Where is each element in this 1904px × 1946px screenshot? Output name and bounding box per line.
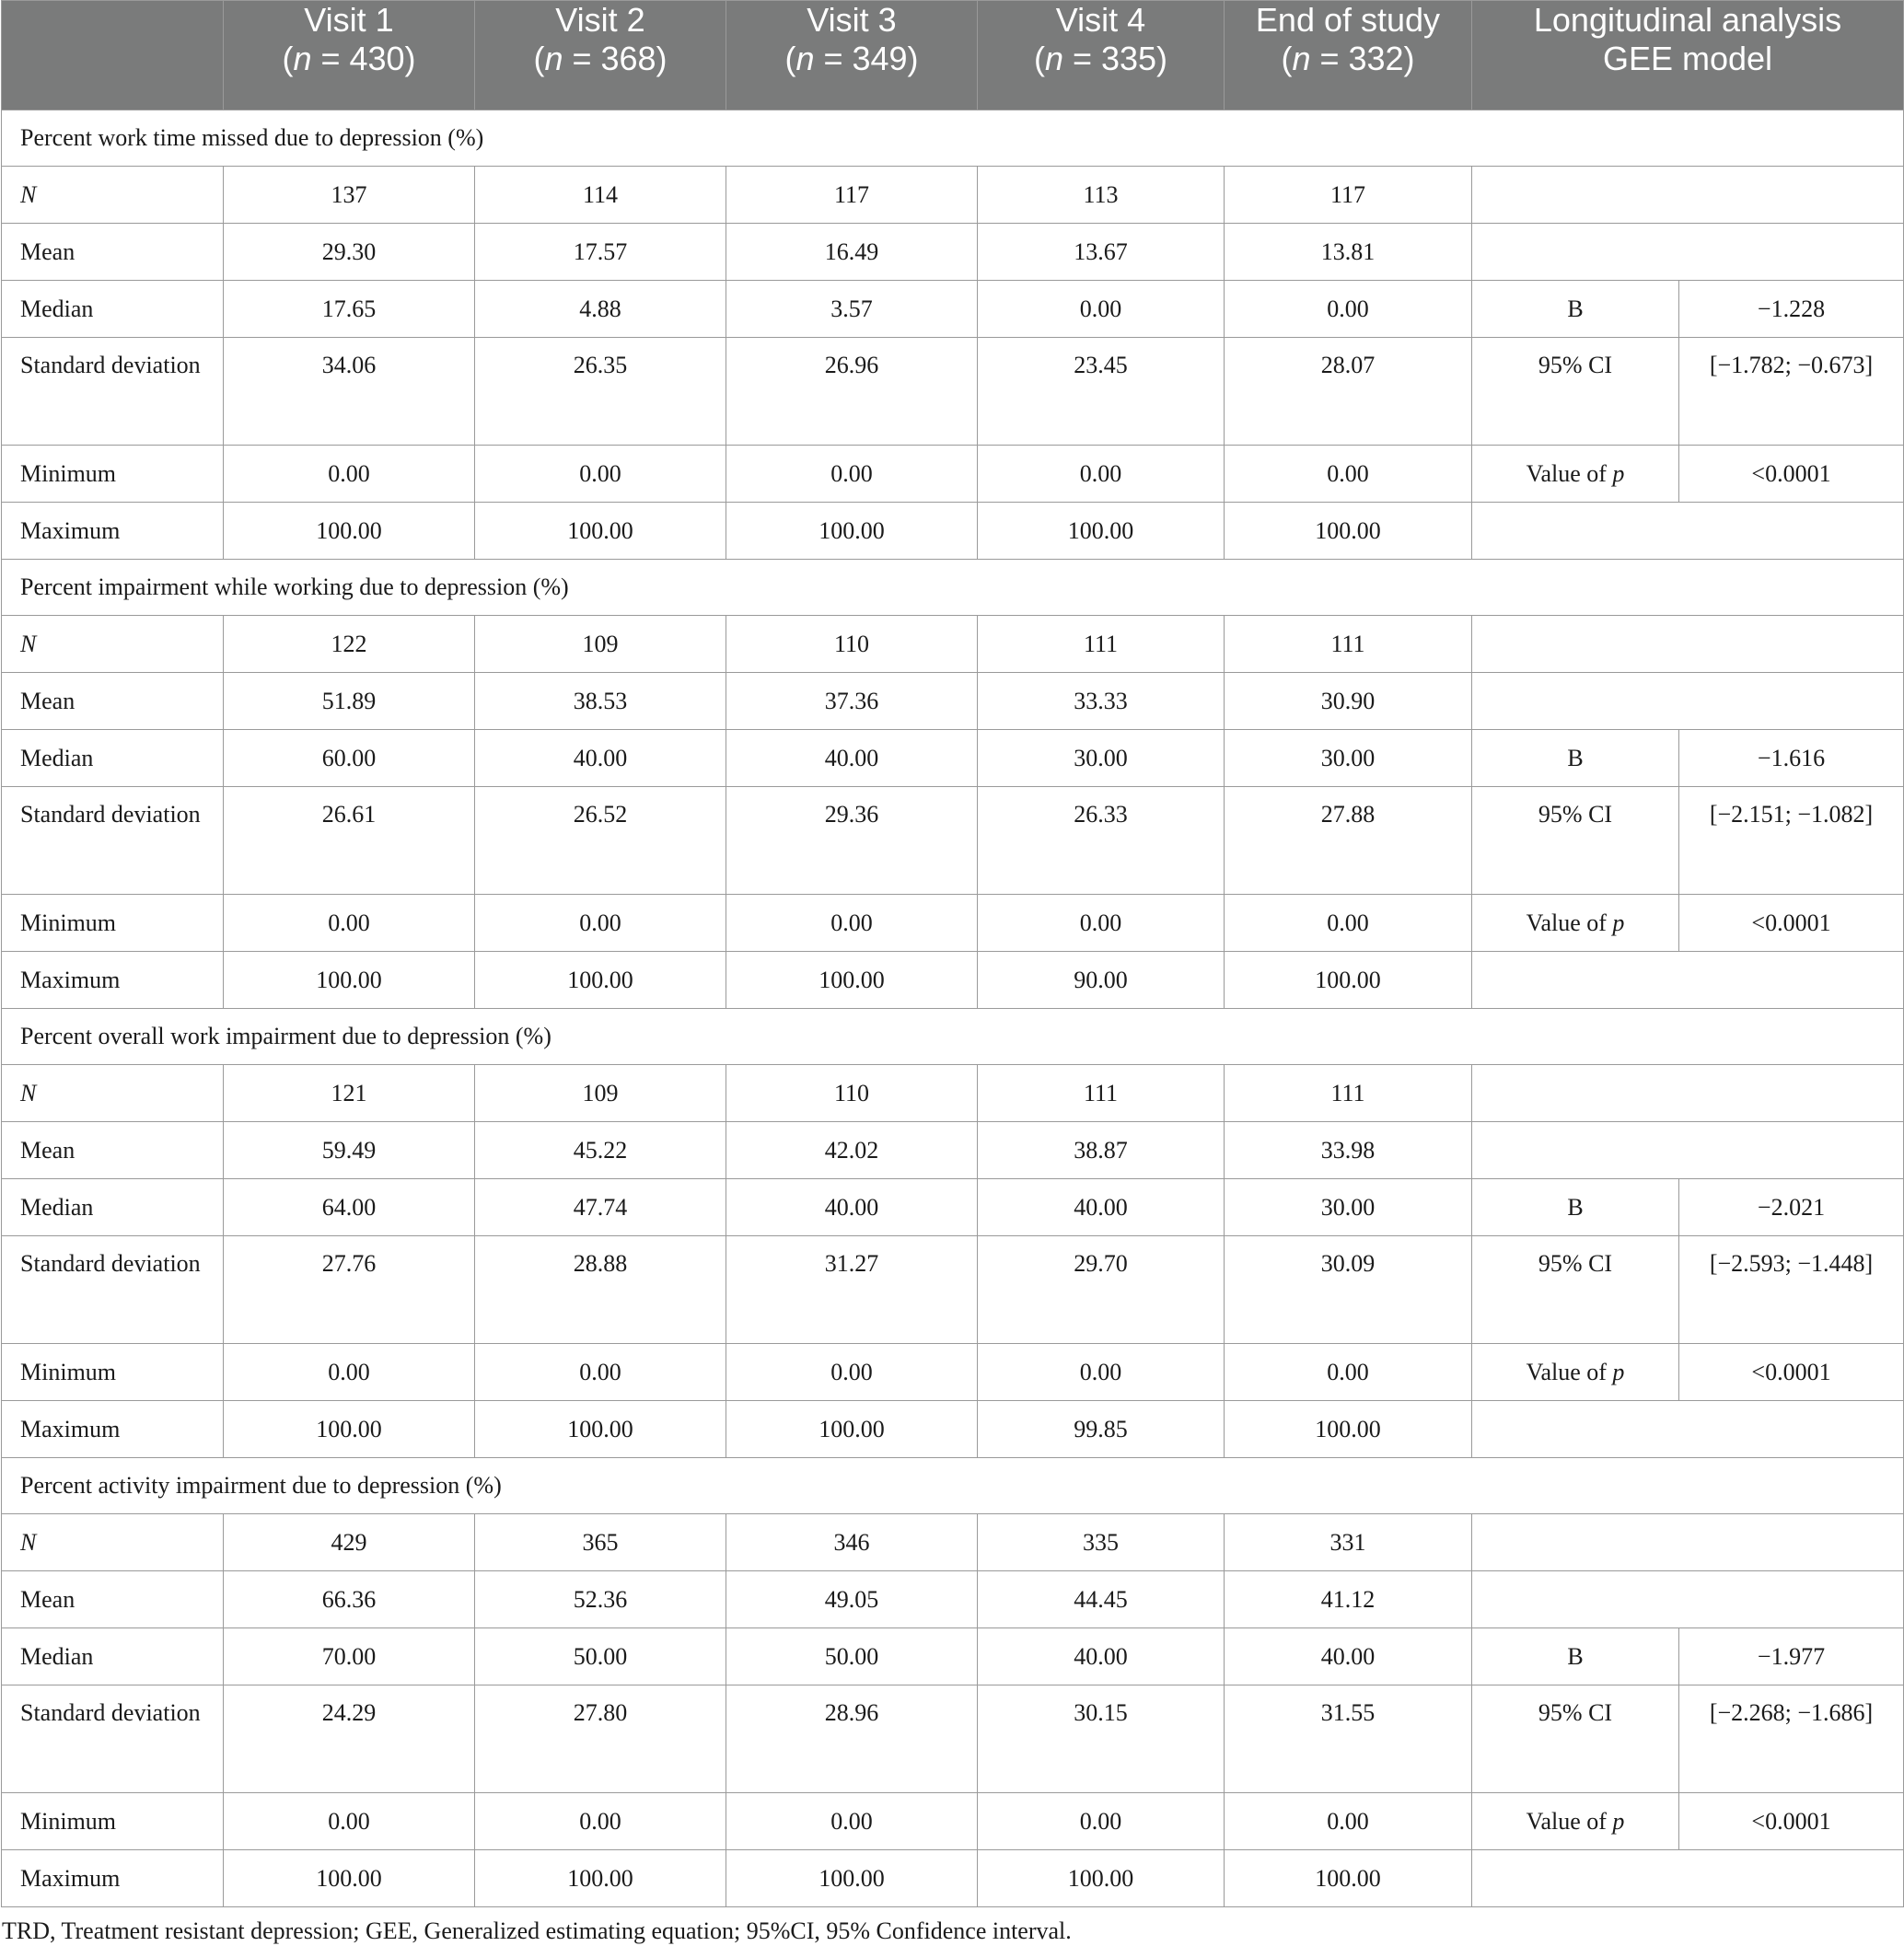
gee-b-value: −2.021	[1679, 1179, 1904, 1236]
table-row	[2, 1514, 1904, 1571]
row-label: Standard deviation	[2, 1236, 224, 1344]
table-cell: 122	[224, 616, 475, 673]
table-cell: 100.00	[1225, 1401, 1472, 1458]
table-cell: 66.36	[224, 1571, 475, 1628]
table-row	[2, 1344, 1904, 1401]
header-visit-1: Visit 1 (n = 430)	[224, 1, 475, 110]
table-row	[2, 503, 1904, 560]
table-cell: 100.00	[1225, 503, 1472, 560]
table-cell: 100.00	[978, 1850, 1225, 1907]
table-cell: 30.00	[978, 730, 1225, 787]
table-cell: 23.45	[978, 338, 1225, 446]
table-row	[2, 167, 1904, 224]
table-cell: 100.00	[726, 1401, 978, 1458]
table-cell: 64.00	[224, 1179, 475, 1236]
table-cell: 44.45	[978, 1571, 1225, 1628]
gee-b-label: B	[1472, 1628, 1679, 1685]
table-cell: 30.09	[1225, 1236, 1472, 1344]
table-cell: 117	[1225, 167, 1472, 224]
table-cell: 26.52	[475, 787, 726, 895]
table-cell: 110	[726, 1065, 978, 1122]
gee-b-label: B	[1472, 1179, 1679, 1236]
table-cell: 40.00	[475, 730, 726, 787]
table-cell: 31.55	[1225, 1685, 1472, 1793]
section-header	[2, 1009, 1904, 1065]
table-cell: 40.00	[726, 730, 978, 787]
section-title: Percent activity impairment due to depression (%)	[2, 1458, 1904, 1514]
table-row	[2, 1401, 1904, 1458]
table-cell: 16.49	[726, 224, 978, 281]
table-row	[2, 1236, 1904, 1344]
table-row	[2, 673, 1904, 730]
gee-empty-cell	[1472, 1065, 1904, 1122]
table-cell: 38.53	[475, 673, 726, 730]
table-cell: 70.00	[224, 1628, 475, 1685]
table-cell: 0.00	[475, 1793, 726, 1850]
gee-ci-value: [−2.593; −1.448]	[1679, 1236, 1904, 1344]
gee-b-label: B	[1472, 281, 1679, 338]
table-cell: 100.00	[475, 503, 726, 560]
table-cell: 100.00	[475, 1850, 726, 1907]
table-cell: 100.00	[726, 1850, 978, 1907]
table-cell: 0.00	[1225, 446, 1472, 503]
row-label: Median	[2, 1179, 224, 1236]
row-label: Maximum	[2, 952, 224, 1009]
table-cell: 100.00	[224, 952, 475, 1009]
table-cell: 100.00	[1225, 1850, 1472, 1907]
table-cell: 110	[726, 616, 978, 673]
row-label: Minimum	[2, 1344, 224, 1401]
table-cell: 47.74	[475, 1179, 726, 1236]
table-row	[2, 338, 1904, 446]
table-cell: 0.00	[1225, 1793, 1472, 1850]
table-header	[2, 1, 1904, 110]
table-cell: 28.07	[1225, 338, 1472, 446]
table-cell: 26.96	[726, 338, 978, 446]
gee-ci-label: 95% CI	[1472, 787, 1679, 895]
gee-p-label: Value of p	[1472, 895, 1679, 952]
row-label: Standard deviation	[2, 338, 224, 446]
gee-b-value: −1.977	[1679, 1628, 1904, 1685]
table-cell: 90.00	[978, 952, 1225, 1009]
table-cell: 121	[224, 1065, 475, 1122]
table-cell: 31.27	[726, 1236, 978, 1344]
table-row	[2, 895, 1904, 952]
section-header	[2, 110, 1904, 167]
gee-b-value: −1.616	[1679, 730, 1904, 787]
table-cell: 0.00	[475, 1344, 726, 1401]
row-label: Median	[2, 281, 224, 338]
table-cell: 38.87	[978, 1122, 1225, 1179]
table-row	[2, 1793, 1904, 1850]
table-cell: 50.00	[726, 1628, 978, 1685]
table-cell: 26.33	[978, 787, 1225, 895]
gee-empty-cell	[1472, 952, 1904, 1009]
row-label: Mean	[2, 1122, 224, 1179]
header-end-of-study: End of study (n = 332)	[1225, 1, 1472, 110]
table-row	[2, 1065, 1904, 1122]
table-cell: 50.00	[475, 1628, 726, 1685]
row-label: N	[2, 167, 224, 224]
table-cell: 49.05	[726, 1571, 978, 1628]
gee-ci-label: 95% CI	[1472, 338, 1679, 446]
table-cell: 0.00	[1225, 895, 1472, 952]
gee-empty-cell	[1472, 1122, 1904, 1179]
gee-b-label: B	[1472, 730, 1679, 787]
table-row	[2, 1122, 1904, 1179]
table-cell: 100.00	[475, 1401, 726, 1458]
table-cell: 0.00	[1225, 1344, 1472, 1401]
table-cell: 99.85	[978, 1401, 1225, 1458]
gee-ci-label: 95% CI	[1472, 1236, 1679, 1344]
row-label: Maximum	[2, 503, 224, 560]
table-cell: 40.00	[978, 1179, 1225, 1236]
table-cell: 33.33	[978, 673, 1225, 730]
table-cell: 33.98	[1225, 1122, 1472, 1179]
table-cell: 30.90	[1225, 673, 1472, 730]
table-cell: 45.22	[475, 1122, 726, 1179]
table-cell: 346	[726, 1514, 978, 1571]
table-cell: 0.00	[224, 1793, 475, 1850]
gee-p-label: Value of p	[1472, 1344, 1679, 1401]
table-cell: 137	[224, 167, 475, 224]
table-row	[2, 1850, 1904, 1907]
table-row	[2, 1571, 1904, 1628]
table-cell: 335	[978, 1514, 1225, 1571]
table-cell: 429	[224, 1514, 475, 1571]
table-cell: 41.12	[1225, 1571, 1472, 1628]
row-label: Standard deviation	[2, 1685, 224, 1793]
table-cell: 0.00	[726, 895, 978, 952]
row-label: Median	[2, 730, 224, 787]
row-label: N	[2, 1065, 224, 1122]
table-cell: 100.00	[475, 952, 726, 1009]
row-label: Maximum	[2, 1401, 224, 1458]
table-cell: 30.15	[978, 1685, 1225, 1793]
table-cell: 100.00	[978, 503, 1225, 560]
table-cell: 3.57	[726, 281, 978, 338]
table-cell: 100.00	[726, 952, 978, 1009]
table-cell: 26.35	[475, 338, 726, 446]
table-row	[2, 730, 1904, 787]
table-cell: 109	[475, 1065, 726, 1122]
section-title: Percent impairment while working due to depression (%)	[2, 560, 1904, 616]
table-cell: 52.36	[475, 1571, 726, 1628]
table-cell: 117	[726, 167, 978, 224]
gee-empty-cell	[1472, 673, 1904, 730]
table-cell: 114	[475, 167, 726, 224]
table-row	[2, 224, 1904, 281]
table-cell: 111	[978, 1065, 1225, 1122]
table-cell: 0.00	[978, 1793, 1225, 1850]
table-cell: 100.00	[224, 503, 475, 560]
table-cell: 0.00	[978, 895, 1225, 952]
table-cell: 40.00	[978, 1628, 1225, 1685]
table-row	[2, 616, 1904, 673]
section-header	[2, 560, 1904, 616]
table-cell: 29.36	[726, 787, 978, 895]
header-visit-3: Visit 3 (n = 349)	[726, 1, 978, 110]
footnote: TRD, Treatment resistant depression; GEE, Generalized estimating equation; 95%CI, 95% Confidence interval.	[2, 1917, 1072, 1944]
table-cell: 40.00	[726, 1179, 978, 1236]
table-row	[2, 281, 1904, 338]
table-cell: 29.70	[978, 1236, 1225, 1344]
table-cell: 28.96	[726, 1685, 978, 1793]
table-cell: 28.88	[475, 1236, 726, 1344]
table-cell: 0.00	[475, 895, 726, 952]
gee-empty-cell	[1472, 224, 1904, 281]
table-row	[2, 1179, 1904, 1236]
table-cell: 111	[1225, 616, 1472, 673]
table-cell: 37.36	[726, 673, 978, 730]
gee-ci-value: [−2.151; −1.082]	[1679, 787, 1904, 895]
table-cell: 111	[1225, 1065, 1472, 1122]
row-label: Standard deviation	[2, 787, 224, 895]
header-visit-4: Visit 4 (n = 335)	[978, 1, 1225, 110]
row-label: Median	[2, 1628, 224, 1685]
row-label: N	[2, 1514, 224, 1571]
table-cell: 365	[475, 1514, 726, 1571]
table-cell: 34.06	[224, 338, 475, 446]
gee-empty-cell	[1472, 1850, 1904, 1907]
table-cell: 42.02	[726, 1122, 978, 1179]
table-cell: 0.00	[978, 446, 1225, 503]
table-cell: 0.00	[224, 1344, 475, 1401]
table-cell: 59.49	[224, 1122, 475, 1179]
table-cell: 0.00	[224, 895, 475, 952]
section-title: Percent work time missed due to depression (%)	[2, 110, 1904, 167]
table-cell: 26.61	[224, 787, 475, 895]
gee-ci-label: 95% CI	[1472, 1685, 1679, 1793]
table-cell: 0.00	[1225, 281, 1472, 338]
table-row	[2, 952, 1904, 1009]
header-blank-cell	[2, 1, 224, 110]
table-cell: 0.00	[224, 446, 475, 503]
section-header	[2, 1458, 1904, 1514]
table-row	[2, 1628, 1904, 1685]
table-row	[2, 1685, 1904, 1793]
table-cell: 0.00	[978, 1344, 1225, 1401]
gee-p-value: <0.0001	[1679, 446, 1904, 503]
table-cell: 24.29	[224, 1685, 475, 1793]
row-label: Mean	[2, 1571, 224, 1628]
table-row	[2, 787, 1904, 895]
gee-p-value: <0.0001	[1679, 1793, 1904, 1850]
table-cell: 100.00	[224, 1850, 475, 1907]
gee-empty-cell	[1472, 503, 1904, 560]
table-cell: 17.57	[475, 224, 726, 281]
table-cell: 0.00	[475, 446, 726, 503]
table-cell: 100.00	[726, 503, 978, 560]
gee-p-label: Value of p	[1472, 1793, 1679, 1850]
row-label: Mean	[2, 673, 224, 730]
table-cell: 40.00	[1225, 1628, 1472, 1685]
gee-empty-cell	[1472, 1401, 1904, 1458]
gee-ci-value: [−2.268; −1.686]	[1679, 1685, 1904, 1793]
gee-p-value: <0.0001	[1679, 1344, 1904, 1401]
header-gee-model: Longitudinal analysis GEE model	[1472, 1, 1904, 110]
table-cell: 27.76	[224, 1236, 475, 1344]
gee-empty-cell	[1472, 616, 1904, 673]
row-label: N	[2, 616, 224, 673]
gee-empty-cell	[1472, 167, 1904, 224]
table-cell: 100.00	[1225, 952, 1472, 1009]
row-label: Minimum	[2, 895, 224, 952]
table-cell: 100.00	[224, 1401, 475, 1458]
row-label: Minimum	[2, 446, 224, 503]
table-cell: 29.30	[224, 224, 475, 281]
table-cell: 60.00	[224, 730, 475, 787]
section-title: Percent overall work impairment due to depression (%)	[2, 1009, 1904, 1065]
row-label: Mean	[2, 224, 224, 281]
table-cell: 0.00	[726, 1793, 978, 1850]
table-cell: 331	[1225, 1514, 1472, 1571]
table-cell: 4.88	[475, 281, 726, 338]
table-cell: 0.00	[726, 446, 978, 503]
table-cell: 30.00	[1225, 730, 1472, 787]
gee-p-value: <0.0001	[1679, 895, 1904, 952]
row-label: Maximum	[2, 1850, 224, 1907]
gee-p-label: Value of p	[1472, 446, 1679, 503]
table-cell: 109	[475, 616, 726, 673]
table-cell: 13.81	[1225, 224, 1472, 281]
table-cell: 27.80	[475, 1685, 726, 1793]
gee-empty-cell	[1472, 1514, 1904, 1571]
gee-b-value: −1.228	[1679, 281, 1904, 338]
table-cell: 0.00	[978, 281, 1225, 338]
table-cell: 13.67	[978, 224, 1225, 281]
table-cell: 30.00	[1225, 1179, 1472, 1236]
header-visit-2: Visit 2 (n = 368)	[475, 1, 726, 110]
results-table	[1, 0, 1904, 1907]
table-body	[2, 110, 1904, 1907]
table-cell: 111	[978, 616, 1225, 673]
gee-ci-value: [−1.782; −0.673]	[1679, 338, 1904, 446]
table-cell: 113	[978, 167, 1225, 224]
table-row	[2, 446, 1904, 503]
table-cell: 17.65	[224, 281, 475, 338]
row-label: Minimum	[2, 1793, 224, 1850]
table-cell: 27.88	[1225, 787, 1472, 895]
table-cell: 0.00	[726, 1344, 978, 1401]
gee-empty-cell	[1472, 1571, 1904, 1628]
table-cell: 51.89	[224, 673, 475, 730]
